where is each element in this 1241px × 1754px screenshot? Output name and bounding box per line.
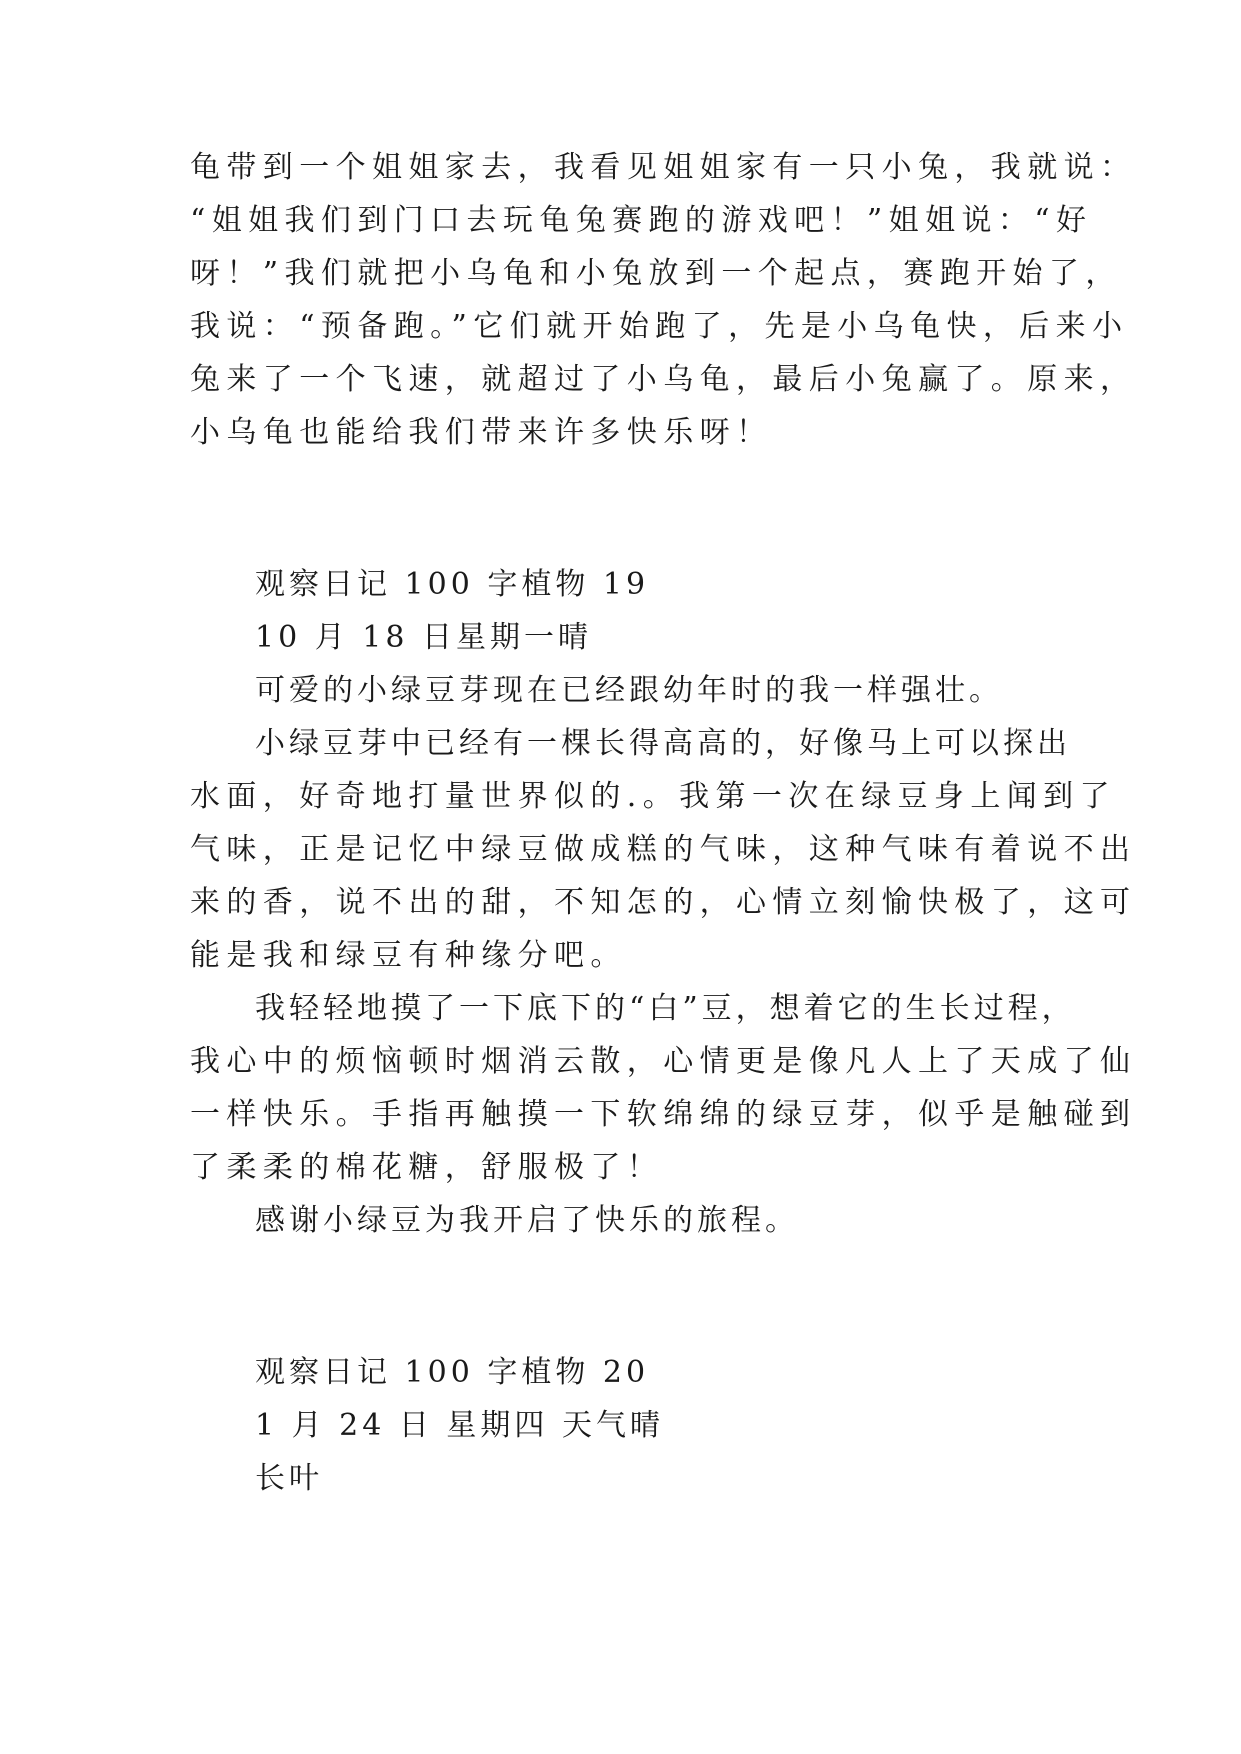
entry-19-paragraph-3-line: 一样快乐。手指再触摸一下软绵绵的绿豆芽，似乎是触碰到 [190,1097,1137,1132]
entry-19-paragraph-2-line: 水面，好奇地打量世界似的.。我第一次在绿豆身上闻到了 [190,779,1116,814]
entry-19-paragraph-4: 感谢小绿豆为我开启了快乐的旅程。 [255,1203,799,1238]
entry-19-paragraph-3-line: 了柔柔的棉花糖，舒服极了！ [190,1150,664,1185]
story-line: 小乌龟也能给我们带来许多快乐呀！ [190,415,773,450]
entry-19-paragraph-2-line: 能是我和绿豆有种缘分吧。 [190,938,627,973]
story-line: “姐姐我们到门口去玩龟兔赛跑的游戏吧！”姐姐说：“好 [190,203,1093,238]
entry-20-heading: 长叶 [255,1461,323,1496]
entry-19-paragraph-2-line: 气味，正是记忆中绿豆做成糕的气味，这种气味有着说不出 [190,832,1137,867]
entry-19-paragraph-2-line: 小绿豆芽中已经有一棵长得高高的，好像马上可以探出 [255,726,1071,761]
entry-20-title: 观察日记 100 字植物 20 [255,1355,650,1390]
entry-20-date: 1 月 24 日 星期四 天气晴 [255,1408,664,1443]
entry-19-paragraph-2-line: 来的香，说不出的甜，不知怎的，心情立刻愉快极了，这可 [190,885,1137,920]
story-line: 我说：“预备跑。”它们就开始跑了，先是小乌龟快，后来小 [190,309,1129,344]
entry-19-paragraph-3-line: 我轻轻地摸了一下底下的“白”豆，想着它的生长过程， [255,991,1076,1026]
entry-19-date: 10 月 18 日星期一晴 [255,620,592,655]
story-line: 龟带到一个姐姐家去，我看见姐姐家有一只小兔，我就说： [190,150,1137,185]
story-line: 兔来了一个飞速，就超过了小乌龟，最后小兔赢了。原来， [190,362,1137,397]
story-line: 呀！”我们就把小乌龟和小兔放到一个起点，赛跑开始了， [190,256,1122,291]
entry-19-title: 观察日记 100 字植物 19 [255,567,650,602]
entry-19-paragraph-3-line: 我心中的烦恼顿时烟消云散，心情更是像凡人上了天成了仙 [190,1044,1137,1079]
entry-19-paragraph-1: 可爱的小绿豆芽现在已经跟幼年时的我一样强壮。 [255,673,1003,708]
